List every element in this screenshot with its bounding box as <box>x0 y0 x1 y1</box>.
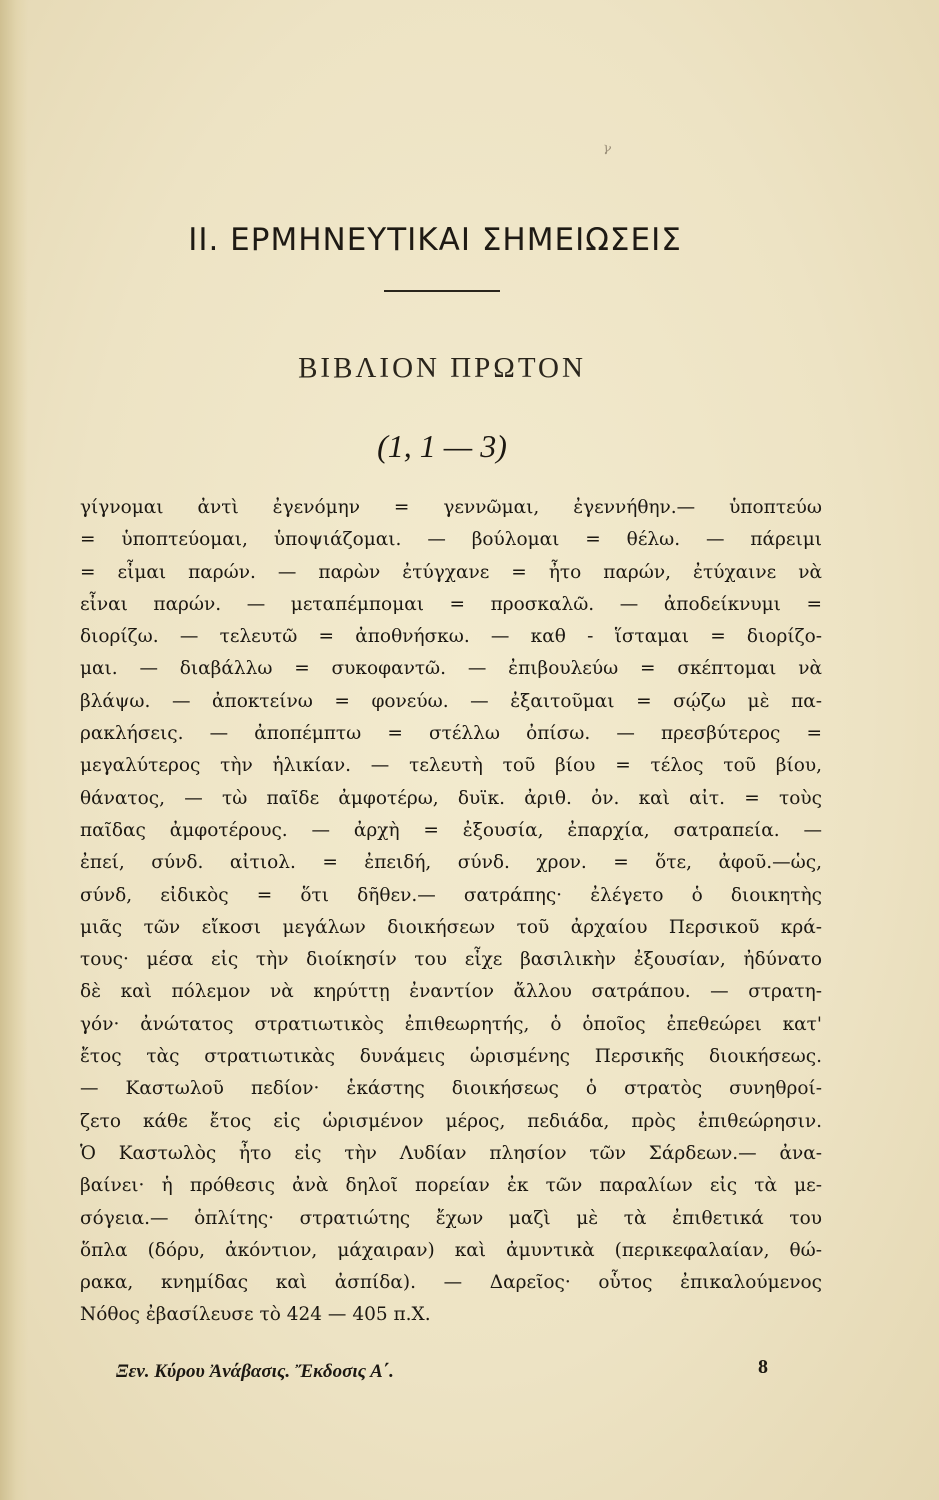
text-line: ἐπεί, σύνδ. αἰτιολ. = ἐπειδή, σύνδ. χρον. = ὅτε, ἀφοῦ.—ὡς, <box>80 852 822 874</box>
page-number: 8 <box>758 1356 768 1378</box>
text-line: σόγεια.— ὁπλίτης· στρατιώτης ἔχων μαζὶ μὲ τὰ ἐπιθετικά του <box>80 1207 822 1229</box>
text-line: εἶναι παρών. — μεταπέμπομαι = προσκαλῶ. — ἀποδείκνυμι = <box>80 593 822 615</box>
text-line: μαι. — διαβάλλω = συκοφαντῶ. — ἐπιβουλεύω = σκέπτομαι νὰ <box>80 658 822 680</box>
chapter-range: (1, 1 — 3) <box>377 428 507 464</box>
commentary-body <box>80 492 822 1332</box>
text-line: δὲ καὶ πόλεμον νὰ κηρύττῃ ἐναντίον ἄλλου σατράπου. — στρατη- <box>80 981 822 1003</box>
text-line: γίγνομαι ἀντὶ ἐγενόμην = γεννῶμαι, ἐγεννήθην.— ὑποπτεύω <box>80 497 822 518</box>
pencil-mark-icon: ᵞ <box>598 139 614 166</box>
text-line: ρακλήσεις. — ἀποπέμπτω = στέλλω ὀπίσω. — πρεσβύτερος = <box>80 723 822 745</box>
text-line: — Καστωλοῦ πεδίον· ἑκάστης διοικήσεως ὁ στρατὸς συνηθροί- <box>80 1078 822 1100</box>
book-title: ΒΙΒΛΙΟΝ ΠΡΩΤΟΝ <box>298 352 586 384</box>
text-line: ἔτος τὰς στρατιωτικὰς δυνάμεις ὡρισμένης Περσικῆς διοικήσεως. <box>80 1046 822 1068</box>
footer-signature: Ξεν. Κύρου Ἀνάβασις. Ἔκδοσις Α΄. <box>116 1361 394 1382</box>
text-line: Νόθος ἐβασίλευσε τὸ 424 — 405 π.Χ. <box>80 1304 431 1326</box>
text-line: ὅπλα (δόρυ, ἀκόντιον, μάχαιραν) καὶ ἀμυντικὰ (περικεφαλαίαν, θώ- <box>80 1239 822 1261</box>
heading-divider <box>384 290 500 292</box>
text-line: παῖδας ἀμφοτέρους. — ἀρχὴ = ἐξουσία, ἐπαρχία, σατραπεία. — <box>80 819 822 841</box>
text-line: μιᾶς τῶν εἴκοσι μεγάλων διοικήσεων τοῦ ἀρχαίου Περσικοῦ κρά- <box>80 916 822 938</box>
text-line: γόν· ἀνώτατος στρατιωτικὸς ἐπιθεωρητής, ὁ ὁποῖος ἐπεθεώρει κατ' <box>80 1013 822 1035</box>
text-line: βαίνει· ἡ πρόθεσις ἀνὰ δηλοῖ πορείαν ἐκ τῶν παραλίων εἰς τὰ με- <box>80 1175 822 1197</box>
text-line: σύνδ, εἰδικὸς = ὅτι δῆθεν.— σατράπης· ἐλέγετο ὁ διοικητὴς <box>80 884 822 906</box>
section-heading: II. ΕΡΜΗΝΕΥΤΙΚΑΙ ΣΗΜΕΙΩΣΕΙΣ <box>188 222 682 258</box>
text-line: τους· μέσα εἰς τὴν διοίκησίν του εἶχε βασιλικὴν ἐξουσίαν, ἠδύνατο <box>80 949 822 971</box>
text-line: διορίζω. — τελευτῶ = ἀποθνήσκω. — καθ - ἵσταμαι = διορίζο- <box>80 626 822 648</box>
text-line: Ὁ Καστωλὸς ἦτο εἰς τὴν Λυδίαν πλησίον τῶν Σάρδεων.— ἀνα- <box>80 1142 822 1164</box>
text-line: βλάψω. — ἀποκτείνω = φονεύω. — ἐξαιτοῦμαι = σῴζω μὲ πα- <box>80 690 822 712</box>
text-line: ζετο κάθε ἔτος εἰς ὡρισμένον μέρος, πεδιάδα, πρὸς ἐπιθεώρησιν. <box>80 1110 822 1132</box>
text-line: = ὑποπτεύομαι, ὑποψιάζομαι. — βούλομαι = θέλω. — πάρειμι <box>80 529 822 551</box>
text-line: θάνατος, — τὼ παῖδε ἀμφοτέρω, δυϊκ. ἀριθ. ὀν. καὶ αἰτ. = τοὺς <box>80 787 822 809</box>
text-line: = εἶμαι παρών. — παρὼν ἐτύγχανε = ἦτο παρών, ἐτύχαινε νὰ <box>80 561 822 583</box>
text-line: ρακα, κνημίδας καὶ ἀσπίδα). — Δαρεῖος· οὗτος ἐπικαλούμενος <box>80 1272 822 1294</box>
text-line: μεγαλύτερος τὴν ἡλικίαν. — τελευτὴ τοῦ βίου = τέλος τοῦ βίου, <box>80 755 822 777</box>
